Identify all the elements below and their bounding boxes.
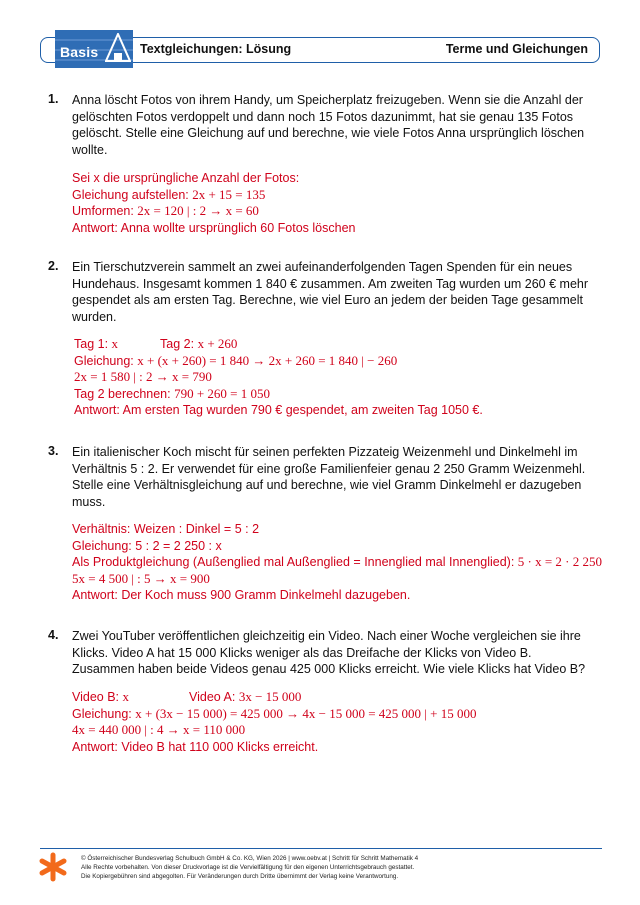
task-number: 3. xyxy=(48,444,59,458)
task-2-solution xyxy=(74,336,614,419)
solution-answer: Antwort: Am ersten Tag wurden 790 € gespendet, am zweiten Tag 1050 €. xyxy=(74,403,483,417)
publisher-logo-icon xyxy=(38,852,68,882)
solution-line xyxy=(74,386,614,403)
solution-line xyxy=(72,706,612,723)
solution-label: Tag 2 berechnen: xyxy=(74,386,175,401)
solution-equation: 4x = 440 000 | : 4 → x = 110 000 xyxy=(72,722,246,737)
solution-answer: Antwort: Video B hat 110 000 Klicks erreicht. xyxy=(72,739,319,754)
solution-answer: Antwort: Anna wollte ursprünglich 60 Fotos löschen xyxy=(72,220,356,235)
solution-line xyxy=(72,689,612,706)
task-text: Ein Tierschutzverein sammelt an zwei aufeinanderfolgenden Tagen Spenden für ein neues Hundehaus. Insgesamt kommen 1 840 € zusammen. Am zweiten Tag wurden um 260 € mehr gespendet als am ersten Tag. Berechne, wie viel Euro an jedem der beiden Tage gesammelt wurden. xyxy=(72,260,589,324)
solution-equation: 5x = 4 500 | : 5 → x = 900 xyxy=(72,570,210,586)
solution-line xyxy=(72,722,612,739)
footer-line: Die Kopiergebühren sind abgegolten. Für Veränderungen durch Dritte übernimmt der Verlag keine Verantwortung. xyxy=(81,873,399,880)
solution-label: Gleichung: xyxy=(72,706,136,721)
task-number: 2. xyxy=(48,259,59,273)
solution-line xyxy=(72,571,612,588)
solution-label: Video B: xyxy=(72,690,123,704)
solution-label: Video A: xyxy=(189,690,239,704)
solution-equation: x + (3x − 15 000) = 425 000 → 4x − 15 000 = 425 000 | + 15 000 xyxy=(135,705,477,721)
task-text: Ein italienischer Koch mischt für seinen perfekten Pizzateig Weizenmehl und Dinkelmehl im Verhältnis 5 : 2. Er verwendet für eine große Familienfeier genau 2 250 Gramm Weizenmehl. Stelle eine Verhältnisgleichung auf und berechne, wie viel Gramm Dinkelmehl er dazugeben muss. xyxy=(72,445,586,509)
solution-equation: x + (x + 260) = 1 840 → 2x + 260 = 1 840 | − 260 xyxy=(137,352,398,368)
page-title: Textgleichungen: Lösung xyxy=(140,42,292,56)
solution-equation: 2x = 120 | : 2 → x = 60 xyxy=(137,203,259,218)
footer-line: © Österreichischer Bundesverlag Schulbuch GmbH & Co. KG, Wien 2026 | www.oebv.at | Schritt für Schritt Mathematik 4 xyxy=(81,855,419,862)
footer-copyright xyxy=(81,854,418,881)
solution-label: Gleichung aufstellen: xyxy=(72,187,193,202)
solution-equation: x xyxy=(111,336,119,351)
solution-line: Verhältnis: Weizen : Dinkel = 5 : 2 xyxy=(72,522,260,536)
solution-line xyxy=(72,554,612,571)
solution-line xyxy=(72,187,612,204)
solution-line xyxy=(72,203,612,220)
solution-line xyxy=(74,369,614,386)
solution-answer: Antwort: Der Koch muss 900 Gramm Dinkelmehl dazugeben. xyxy=(72,588,411,602)
solution-line: Gleichung: 5 : 2 = 2 250 : x xyxy=(72,538,222,553)
task-text: Anna löscht Fotos von ihrem Handy, um Speicherplatz freizugeben. Wenn sie die Anzahl der gelöschten Fotos verdoppelt und dann noch 15 Fotos dazunimmt, hat sie genau 135 Fotos gelöscht. Stelle eine Gleichung auf und berechne, wie viele Fotos Anna ursprünglich löschen wollte. xyxy=(72,93,585,157)
task-3-solution xyxy=(72,521,612,604)
solution-line: Sei x die ursprüngliche Anzahl der Fotos: xyxy=(72,171,300,185)
solution-equation: x xyxy=(122,689,130,704)
footer-divider xyxy=(40,848,602,849)
page-topic: Terme und Gleichungen xyxy=(445,42,588,56)
solution-equation: 5 · x = 2 · 2 250 xyxy=(517,554,603,569)
task-number: 1. xyxy=(48,92,59,106)
solution-equation: x + 260 xyxy=(197,336,238,351)
solution-label: Umformen: xyxy=(72,204,138,218)
solution-equation: 3x − 15 000 xyxy=(238,689,302,704)
basis-logo xyxy=(55,30,133,68)
solution-equation: 2x = 1 580 | : 2 → x = 790 xyxy=(74,369,212,384)
solution-equation: 790 + 260 = 1 050 xyxy=(174,385,270,401)
solution-line xyxy=(74,353,614,370)
task-number: 4. xyxy=(48,628,59,642)
logo-label: Basis xyxy=(60,44,99,60)
solution-label: Als Produktgleichung (Außenglied mal Außenglied = Innenglied mal Innenglied): xyxy=(72,555,518,569)
task-1-solution xyxy=(72,170,612,236)
task-text: Zwei YouTuber veröffentlichen gleichzeitig ein Video. Nach einer Woche vergleichen sie ihre Klicks. Video A hat 15 000 Klicks weniger als das Dreifache der Klicks von Video B. Zusammen haben beide Videos genau 425 000 Klicks erreicht. Wie viele Klicks hat Video B? xyxy=(72,629,586,676)
footer-line: Alle Rechte vorbehalten. Von dieser Druckvorlage ist die Vervielfältigung für den eigenen Unterrichtsgebrauch gestattet. xyxy=(81,864,415,871)
solution-label: Gleichung: xyxy=(74,353,138,368)
task-4-solution xyxy=(72,689,612,755)
level-triangle-icon xyxy=(105,33,131,63)
solution-equation: 2x + 15 = 135 xyxy=(192,186,266,202)
solution-line xyxy=(74,336,614,353)
solution-label: Tag 2: xyxy=(160,337,198,351)
page-header xyxy=(40,37,600,63)
solution-label: Tag 1: xyxy=(74,337,112,351)
